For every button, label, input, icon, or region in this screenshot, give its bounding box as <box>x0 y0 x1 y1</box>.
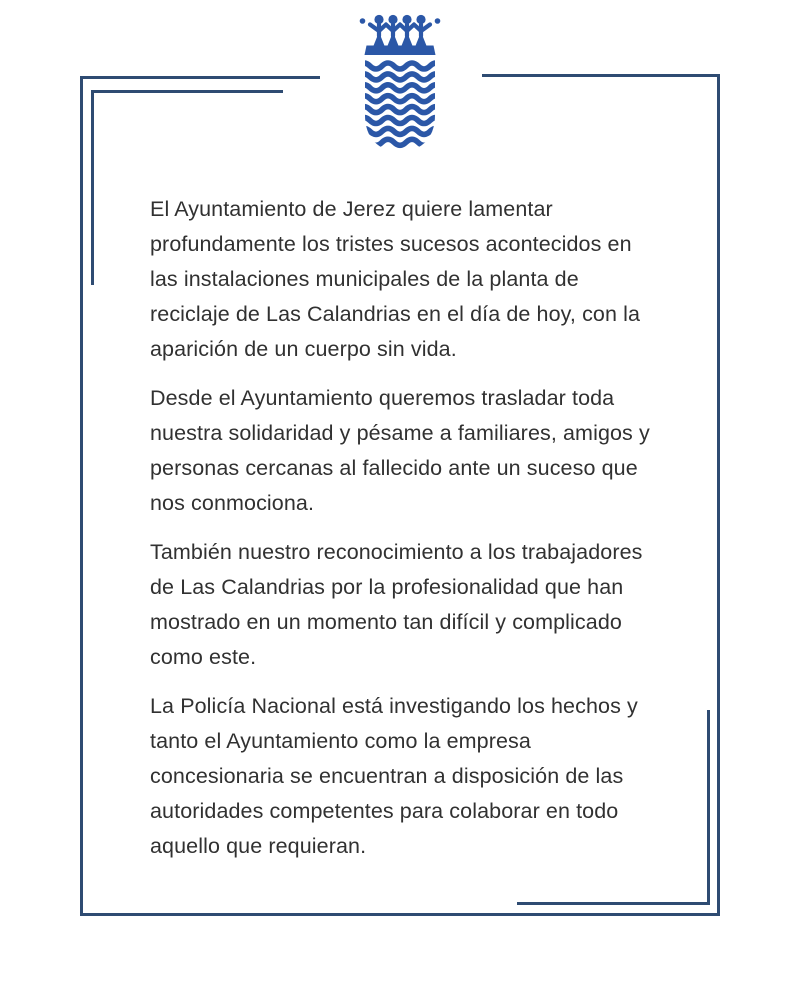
statement-line: aparición de un cuerpo sin vida. <box>150 337 457 361</box>
crest-shield-waves-icon <box>358 63 442 145</box>
statement-line: concesionaria se encuentran a disposición de las <box>150 764 624 788</box>
statement-paragraph <box>150 535 650 675</box>
statement-line: nuestra solidaridad y pésame a familiares, amigos y <box>150 421 650 445</box>
statement-line: reciclaje de Las Calandrias en el día de hoy, con la <box>150 302 641 326</box>
statement-line: las instalaciones municipales de la planta de <box>150 267 579 291</box>
statement-line: profundamente los tristes sucesos acontecidos en <box>150 232 632 256</box>
statement-line: La Policía Nacional está investigando los hechos y <box>150 694 638 718</box>
statement-text <box>150 192 650 878</box>
crest-crown-icon <box>360 15 441 55</box>
statement-line: El Ayuntamiento de Jerez quiere lamentar <box>150 197 553 221</box>
jerez-crest-logo <box>354 12 446 152</box>
statement-line: autoridades competentes para colaborar en todo <box>150 799 619 823</box>
statement-line: mostrado en un momento tan difícil y complicado <box>150 610 622 634</box>
statement-line: tanto el Ayuntamiento como la empresa <box>150 729 531 753</box>
statement-line: como este. <box>150 645 257 669</box>
statement-paragraph <box>150 192 650 367</box>
statement-line: También nuestro reconocimiento a los trabajadores <box>150 540 643 564</box>
statement-paragraph <box>150 689 650 864</box>
statement-line: nos conmociona. <box>150 491 315 515</box>
statement-line: Desde el Ayuntamiento queremos trasladar toda <box>150 386 615 410</box>
statement-line: aquello que requieran. <box>150 834 367 858</box>
statement-paragraph <box>150 381 650 521</box>
statement-line: personas cercanas al fallecido ante un suceso que <box>150 456 638 480</box>
statement-line: de Las Calandrias por la profesionalidad que han <box>150 575 624 599</box>
